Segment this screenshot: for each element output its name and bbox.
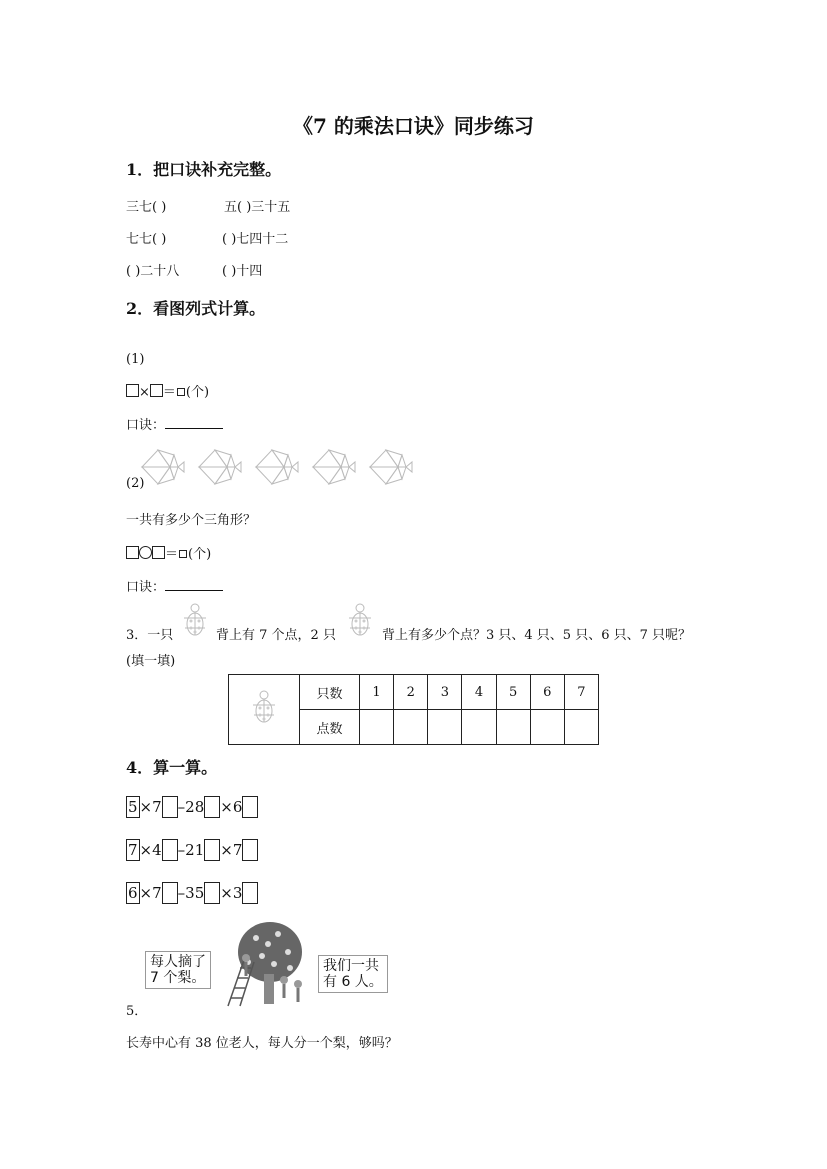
count-cell: 5 [496, 675, 530, 710]
operation: ×7 [139, 798, 162, 816]
page-title: 《7 的乘法口诀》同步练习 [293, 114, 534, 138]
bubble-line: 有 6 人。 [323, 974, 383, 990]
operation: ×6 [220, 798, 243, 816]
q3-text-b: 背上有 7 个点，2 只 [216, 628, 336, 643]
q2-part2-question: 一共有多少个三角形？ [126, 513, 257, 528]
q1-item: 三七( ) [126, 200, 167, 215]
count-cell: 2 [394, 675, 428, 710]
answer-box[interactable] [126, 384, 139, 397]
q5-label: 5． [126, 1004, 148, 1019]
q3-table [228, 674, 599, 745]
dots-answer-cell[interactable] [428, 710, 462, 745]
dots-answer-cell[interactable] [564, 710, 598, 745]
answer-box[interactable] [204, 839, 220, 861]
answer-box[interactable] [150, 384, 163, 397]
answer-box[interactable] [204, 796, 220, 818]
answer-box[interactable] [242, 882, 258, 904]
count-cell: 3 [428, 675, 462, 710]
koujue-label: 口诀： [126, 418, 166, 433]
operation: ×3 [220, 884, 243, 902]
answer-blank[interactable] [165, 578, 223, 591]
dots-answer-cell[interactable] [360, 710, 394, 745]
q1-item: 七七( ) [126, 232, 167, 247]
q1-item: 五( )三十五 [224, 200, 291, 215]
count-cell: 7 [564, 675, 598, 710]
speech-bubble-left [145, 951, 211, 989]
dots-answer-cell[interactable] [394, 710, 428, 745]
answer-box[interactable] [162, 796, 178, 818]
start-number: 5 [128, 798, 138, 816]
answer-box[interactable] [162, 882, 178, 904]
q4-heading: 4．算一算。 [126, 758, 218, 777]
q2-part1-koujue [126, 414, 223, 433]
q1-item: ( )二十八 [126, 264, 180, 279]
q1-item: ( )十四 [222, 264, 263, 279]
speech-bubble-right [318, 955, 388, 993]
answer-box[interactable] [162, 839, 178, 861]
ladybug-icon [180, 600, 210, 642]
count-cell: 1 [360, 675, 394, 710]
calc-chain [126, 882, 258, 904]
operation: ×7 [220, 841, 243, 859]
q2-part1-label: (1) [126, 352, 145, 367]
dots-answer-cell[interactable] [462, 710, 496, 745]
triangle-fish-illustration [140, 447, 415, 487]
answer-box[interactable] [152, 546, 165, 559]
operation: –21 [177, 841, 205, 859]
calc-chain [126, 839, 258, 861]
unit-label: (个) [185, 385, 210, 400]
answer-box[interactable] [242, 796, 258, 818]
equals-sign: ＝ [165, 547, 179, 562]
row-label-dots: 点数 [300, 710, 360, 745]
answer-box[interactable] [126, 546, 139, 559]
equals-sign: ＝ [162, 385, 176, 400]
dots-answer-cell[interactable] [530, 710, 564, 745]
pear-tree-illustration [218, 918, 318, 1010]
operator-circle[interactable] [139, 546, 152, 559]
count-cell: 6 [530, 675, 564, 710]
operation: ×7 [139, 884, 162, 902]
start-number: 6 [128, 884, 138, 902]
q3-text-a: 3．一只 [126, 628, 174, 643]
ladybug-cell [229, 675, 300, 745]
q2-part2-koujue [126, 576, 223, 595]
answer-box[interactable] [177, 388, 185, 396]
row-label-count: 只数 [300, 675, 360, 710]
ladybug-icon [249, 687, 279, 729]
unit-label: (个) [188, 547, 212, 562]
q2-part2-label: (2) [126, 476, 145, 491]
times-sign: × [139, 385, 150, 400]
bubble-line: 7 个梨。 [150, 970, 206, 986]
answer-box[interactable] [204, 882, 220, 904]
answer-blank[interactable] [165, 416, 223, 429]
operation: ×4 [139, 841, 162, 859]
operation: –28 [177, 798, 205, 816]
q1-item: ( )七四十二 [222, 232, 289, 247]
ladybug-icon [345, 600, 375, 642]
start-number: 7 [128, 841, 138, 859]
answer-box[interactable] [242, 839, 258, 861]
dots-answer-cell[interactable] [496, 710, 530, 745]
calc-chain [126, 796, 258, 818]
q1-heading: 1．把口诀补充完整。 [126, 160, 282, 179]
count-cell: 4 [462, 675, 496, 710]
koujue-label: 口诀： [126, 580, 166, 595]
bubble-line: 我们一共 [323, 958, 379, 974]
q3-text-d: (填一填) [126, 654, 176, 669]
q5-question: 长寿中心有 38 位老人，每人分一个梨，够吗？ [126, 1036, 398, 1051]
q3-text-c: 背上有多少个点？3 只、4 只、5 只、6 只、7 只呢？ [382, 628, 692, 643]
answer-box[interactable] [179, 550, 187, 558]
q2-part1-equation [126, 381, 209, 400]
operation: –35 [177, 884, 205, 902]
q2-part2-equation [126, 543, 211, 562]
bubble-line: 每人摘了 [150, 954, 206, 970]
q2-heading: 2．看图列式计算。 [126, 299, 266, 318]
